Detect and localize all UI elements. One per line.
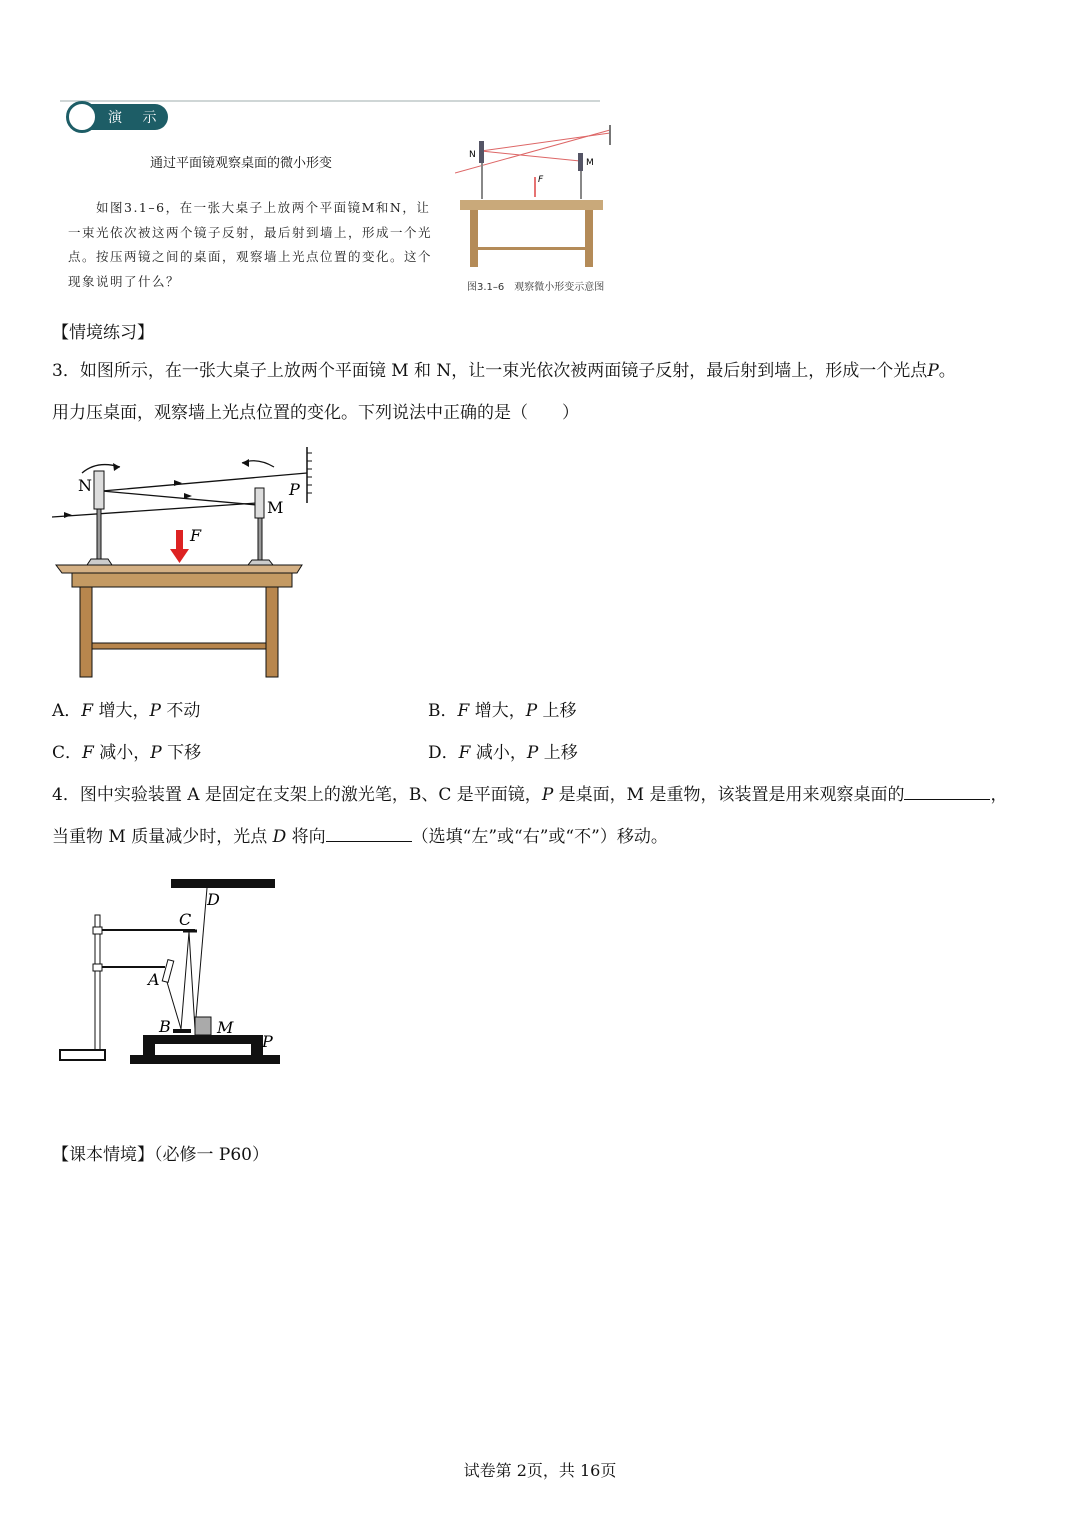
demo-badge-label: 演 示: [108, 110, 165, 126]
q4-label-c: C: [179, 910, 192, 929]
section-heading-textbook: 【课本情境】（必修一 P60）: [52, 1145, 269, 1165]
q4-label-p: P: [262, 1032, 273, 1051]
q3-label-n: N: [78, 476, 92, 495]
demo-badge-icon: [66, 101, 98, 133]
demo-label-m: M: [586, 158, 594, 168]
q3-label-p: P: [289, 480, 300, 499]
demo-banner-line: [60, 100, 600, 102]
demo-title: 通过平面镜观察桌面的微小形变: [150, 156, 333, 171]
question-3-line-1: 3．如图所示，在一张大桌子上放两个平面镜 M 和 N，让一束光依次被两面镜子反射，最后射到墙上，形成一个光点P。: [52, 361, 956, 381]
question-4-line-2: 当重物 M 质量减少时，光点 D 将向 （选填“左”或“右”或“不”）移动。: [52, 816, 668, 858]
question-4-figure: [55, 875, 285, 1070]
answer-blank-2[interactable]: [326, 823, 412, 842]
question-3-line-2: 用力压桌面，观察墙上光点位置的变化。下列说法中正确的是（ ）: [52, 403, 579, 423]
q4-label-d: D: [207, 890, 220, 909]
q3-label-m: M: [267, 498, 284, 517]
q4-label-m: M: [217, 1018, 234, 1037]
demo-caption: 图3.1–6 观察微小形变示意图: [467, 282, 605, 293]
option-d[interactable]: D．F 减小，P 上移: [428, 743, 578, 763]
question-3-figure: [52, 445, 312, 680]
option-c[interactable]: C．F 减小，P 下移: [52, 743, 202, 763]
answer-blank-1[interactable]: [904, 781, 990, 800]
section-heading-practice: 【情境练习】: [52, 323, 154, 343]
option-b[interactable]: B．F 增大，P 上移: [428, 701, 577, 721]
page-footer: 试卷第 2页，共 16页: [463, 1461, 617, 1480]
demo-body: 如图3.1–6，在一张大桌子上放两个平面镜M和N，让一束光依次被这两个镜子反射，最后射到墙上，形成一个光点。按压两镜之间的桌面，观察墙上光点位置的变化。这个现象说明了什么？: [68, 200, 433, 289]
q4-label-b: B: [159, 1017, 171, 1036]
demo-label-f: F: [538, 175, 544, 185]
demo-figure: [455, 125, 620, 275]
option-a[interactable]: A．F 增大，P 不动: [52, 701, 201, 721]
question-4-line-1: 4．图中实验装置 A 是固定在支架上的激光笔，B、C 是平面镜，P 是桌面，M 是重物，该装置是用来观察桌面的 ，: [52, 774, 1007, 816]
demo-label-n: N: [469, 150, 476, 160]
q3-label-f: F: [190, 526, 202, 545]
q4-label-a: A: [148, 970, 160, 989]
